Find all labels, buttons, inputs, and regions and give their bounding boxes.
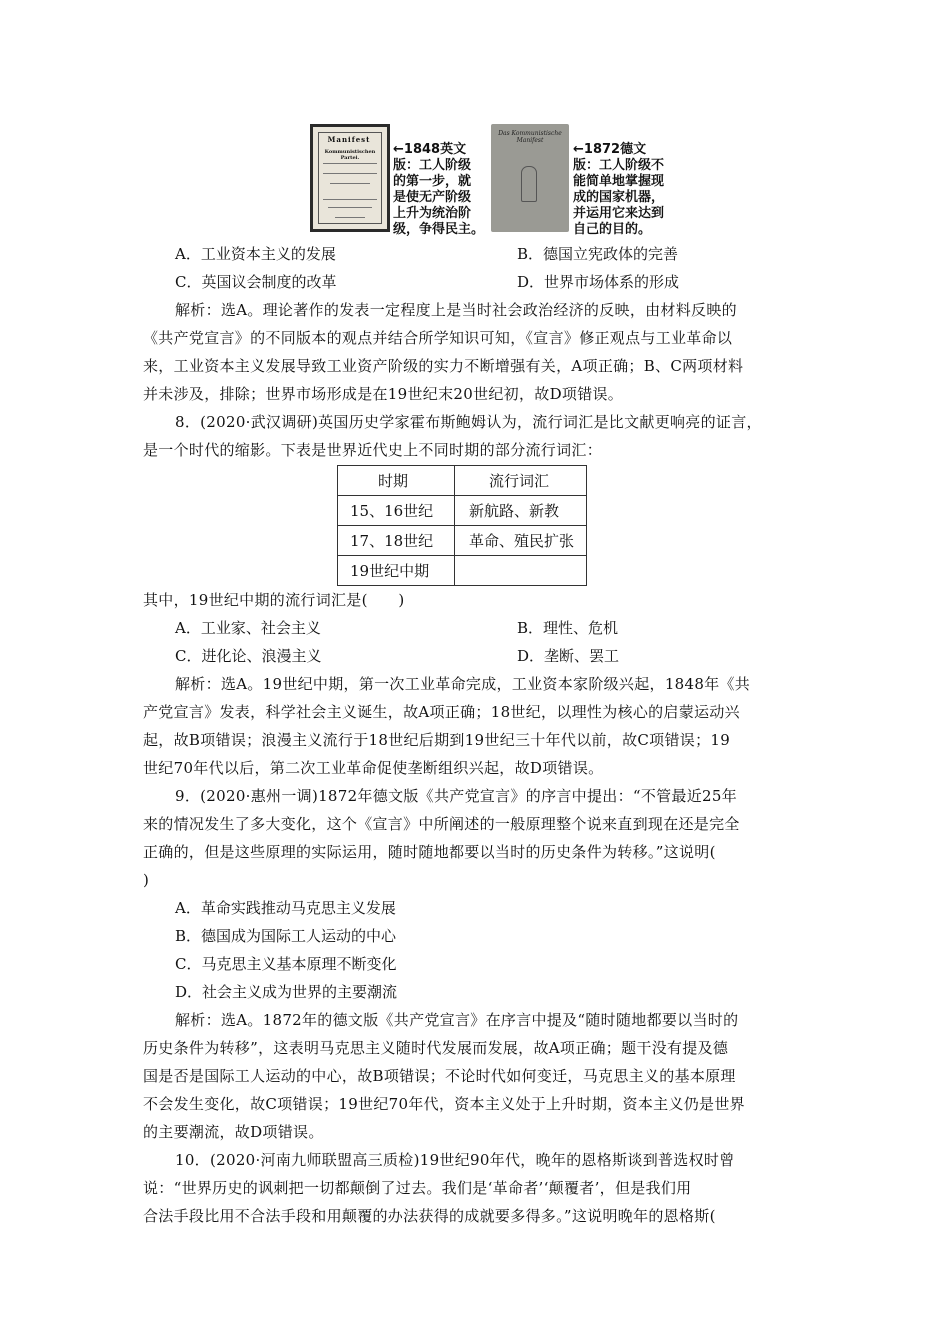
q7-option-b: B．德国立宪政体的完善 <box>517 245 679 263</box>
table-header-words: 流行词汇 <box>455 466 587 496</box>
q8-stem-line: 是一个时代的缩影。下表是世界近代史上不同时期的部分流行词汇： <box>143 441 603 459</box>
q7-analysis-line: 来，工业资本主义发展导致工业资产阶级的实力不断增强有关，A项正确；B、C两项材料 <box>143 357 744 375</box>
q9-stem-line: 正确的，但是这些原理的实际运用，随时随地都要以当时的历史条件为转移。”这说明( <box>143 843 716 861</box>
caption-line: 级，争得民主。 <box>393 222 485 237</box>
table-header-period: 时期 <box>338 466 455 496</box>
q8-option-d: D．垄断、罢工 <box>517 647 620 665</box>
table-cell: 革命、殖民扩张 <box>455 526 587 556</box>
q8-option-c: C．进化论、浪漫主义 <box>175 647 322 665</box>
caption-line: 能简单地掌握现 <box>573 174 665 189</box>
q7-option-a: A．工业资本主义的发展 <box>175 245 336 263</box>
table-cell: 新航路、新教 <box>455 496 587 526</box>
caption-line: ←1872德文 <box>573 142 647 157</box>
q9-analysis-line: 的主要潮流，故D项错误。 <box>143 1123 324 1141</box>
q8-option-a: A．工业家、社会主义 <box>175 619 321 637</box>
book2-title: Das Kommunistische Manifest <box>498 130 562 144</box>
q8-analysis-line: 世纪70年代以后，第二次工业革命促使垄断组织兴起，故D项错误。 <box>143 759 604 777</box>
q9-option-d: D．社会主义成为世界的主要潮流 <box>175 983 398 1001</box>
table-row <box>338 556 587 586</box>
q9-stem-line: 来的情况发生了多大变化，这个《宣言》中所阐述的一般原理整个说来直到现在还是完全 <box>143 815 740 833</box>
q8-question: 其中，19世纪中期的流行词汇是( ) <box>143 591 405 609</box>
q8-analysis-line: 产党宣言》发表，科学社会主义诞生，故A项正确；18世纪，以理性为核心的启蒙运动兴 <box>143 703 740 721</box>
q9-option-b: B．德国成为国际工人运动的中心 <box>175 927 397 945</box>
vocabulary-table <box>337 465 587 586</box>
q7-analysis-line: 《共产党宣言》的不同版本的观点并结合所学知识可知，《宣言》修正观点与工业革命以 <box>143 329 733 347</box>
table-cell: 15、16世纪 <box>338 496 455 526</box>
q8-option-b: B．理性、危机 <box>517 619 619 637</box>
caption-line: 的第一步，就 <box>393 174 472 189</box>
caption-line: 版：工人阶级不 <box>573 158 665 173</box>
q10-stem-line: 说：“世界历史的讽刺把一切都颠倒了过去。我们是‘革命者’‘颠覆者’，但是我们用 <box>143 1179 692 1197</box>
emblem-icon <box>521 166 537 202</box>
table-cell: 19世纪中期 <box>338 556 455 586</box>
manifesto-1872-cover-image <box>491 124 569 232</box>
q9-analysis-line: 解析：选A。1872年的德文版《共产党宣言》在序言中提及“随时随地都要以当时的 <box>175 1011 739 1029</box>
q8-analysis-line: 起，故B项错误；浪漫主义流行于18世纪后期到19世纪三十年代以前，故C项错误；19 <box>143 731 731 749</box>
caption-line: 是使无产阶级 <box>393 190 472 205</box>
caption-line: 自己的目的。 <box>573 222 652 237</box>
book1-title: Manifest <box>327 135 371 144</box>
table-cell: 17、18世纪 <box>338 526 455 556</box>
caption-line: 成的国家机器， <box>573 190 665 205</box>
q7-option-c: C．英国议会制度的改革 <box>175 273 337 291</box>
q9-analysis-line: 不会发生变化，故C项错误；19世纪70年代，资本主义处于上升时期，资本主义仍是世界 <box>143 1095 745 1113</box>
table-header-row <box>338 466 587 496</box>
q9-option-c: C．马克思主义基本原理不断变化 <box>175 955 397 973</box>
q8-analysis-line: 解析：选A。19世纪中期，第一次工业革命完成，工业资本家阶级兴起，1848年《共 <box>175 675 751 693</box>
q7-analysis-line: 并未涉及，排除；世界市场形成是在19世纪末20世纪初，故D项错误。 <box>143 385 624 403</box>
q9-stem-line: ) <box>143 871 150 889</box>
table-row <box>338 496 587 526</box>
q8-stem-line: 8．(2020·武汉调研)英国历史学家霍布斯鲍姆认为，流行词汇是比文献更响亮的证言， <box>175 413 762 431</box>
q9-option-a: A．革命实践推动马克思主义发展 <box>175 899 396 917</box>
q10-stem-line: 10．(2020·河南九师联盟高三质检)19世纪90年代，晚年的恩格斯谈到普选权时曾 <box>175 1151 735 1169</box>
caption-line: 上升为统治阶 <box>393 206 472 221</box>
q7-option-d: D．世界市场体系的形成 <box>517 273 680 291</box>
caption-line: 版：工人阶级 <box>393 158 472 173</box>
q9-analysis-line: 国是否是国际工人运动的中心，故B项错误；不论时代如何变迁，马克思主义的基本原理 <box>143 1067 736 1085</box>
book1-subtitle: Kommunistischen Partei. <box>324 149 376 161</box>
q7-analysis-line: 解析：选A。理论著作的发表一定程度上是当时社会政治经济的反映，由材料反映的 <box>175 301 737 319</box>
table-cell <box>455 556 587 586</box>
q9-analysis-line: 历史条件为转移”，这表明马克思主义随时代发展而发展，故A项正确；题干没有提及德 <box>143 1039 729 1057</box>
caption-line: 并运用它来达到 <box>573 206 665 221</box>
table-row <box>338 526 587 556</box>
manifesto-figure <box>305 120 705 238</box>
manifesto-1848-cover-image <box>310 124 390 232</box>
q9-stem-line: 9．(2020·惠州一调)1872年德文版《共产党宣言》的序言中提出：“不管最近25年 <box>175 787 738 805</box>
q10-stem-line: 合法手段比用不合法手段和用颠覆的办法获得的成就要多得多。”这说明晚年的恩格斯( <box>143 1207 716 1225</box>
caption-line: ←1848英文 <box>393 142 467 157</box>
